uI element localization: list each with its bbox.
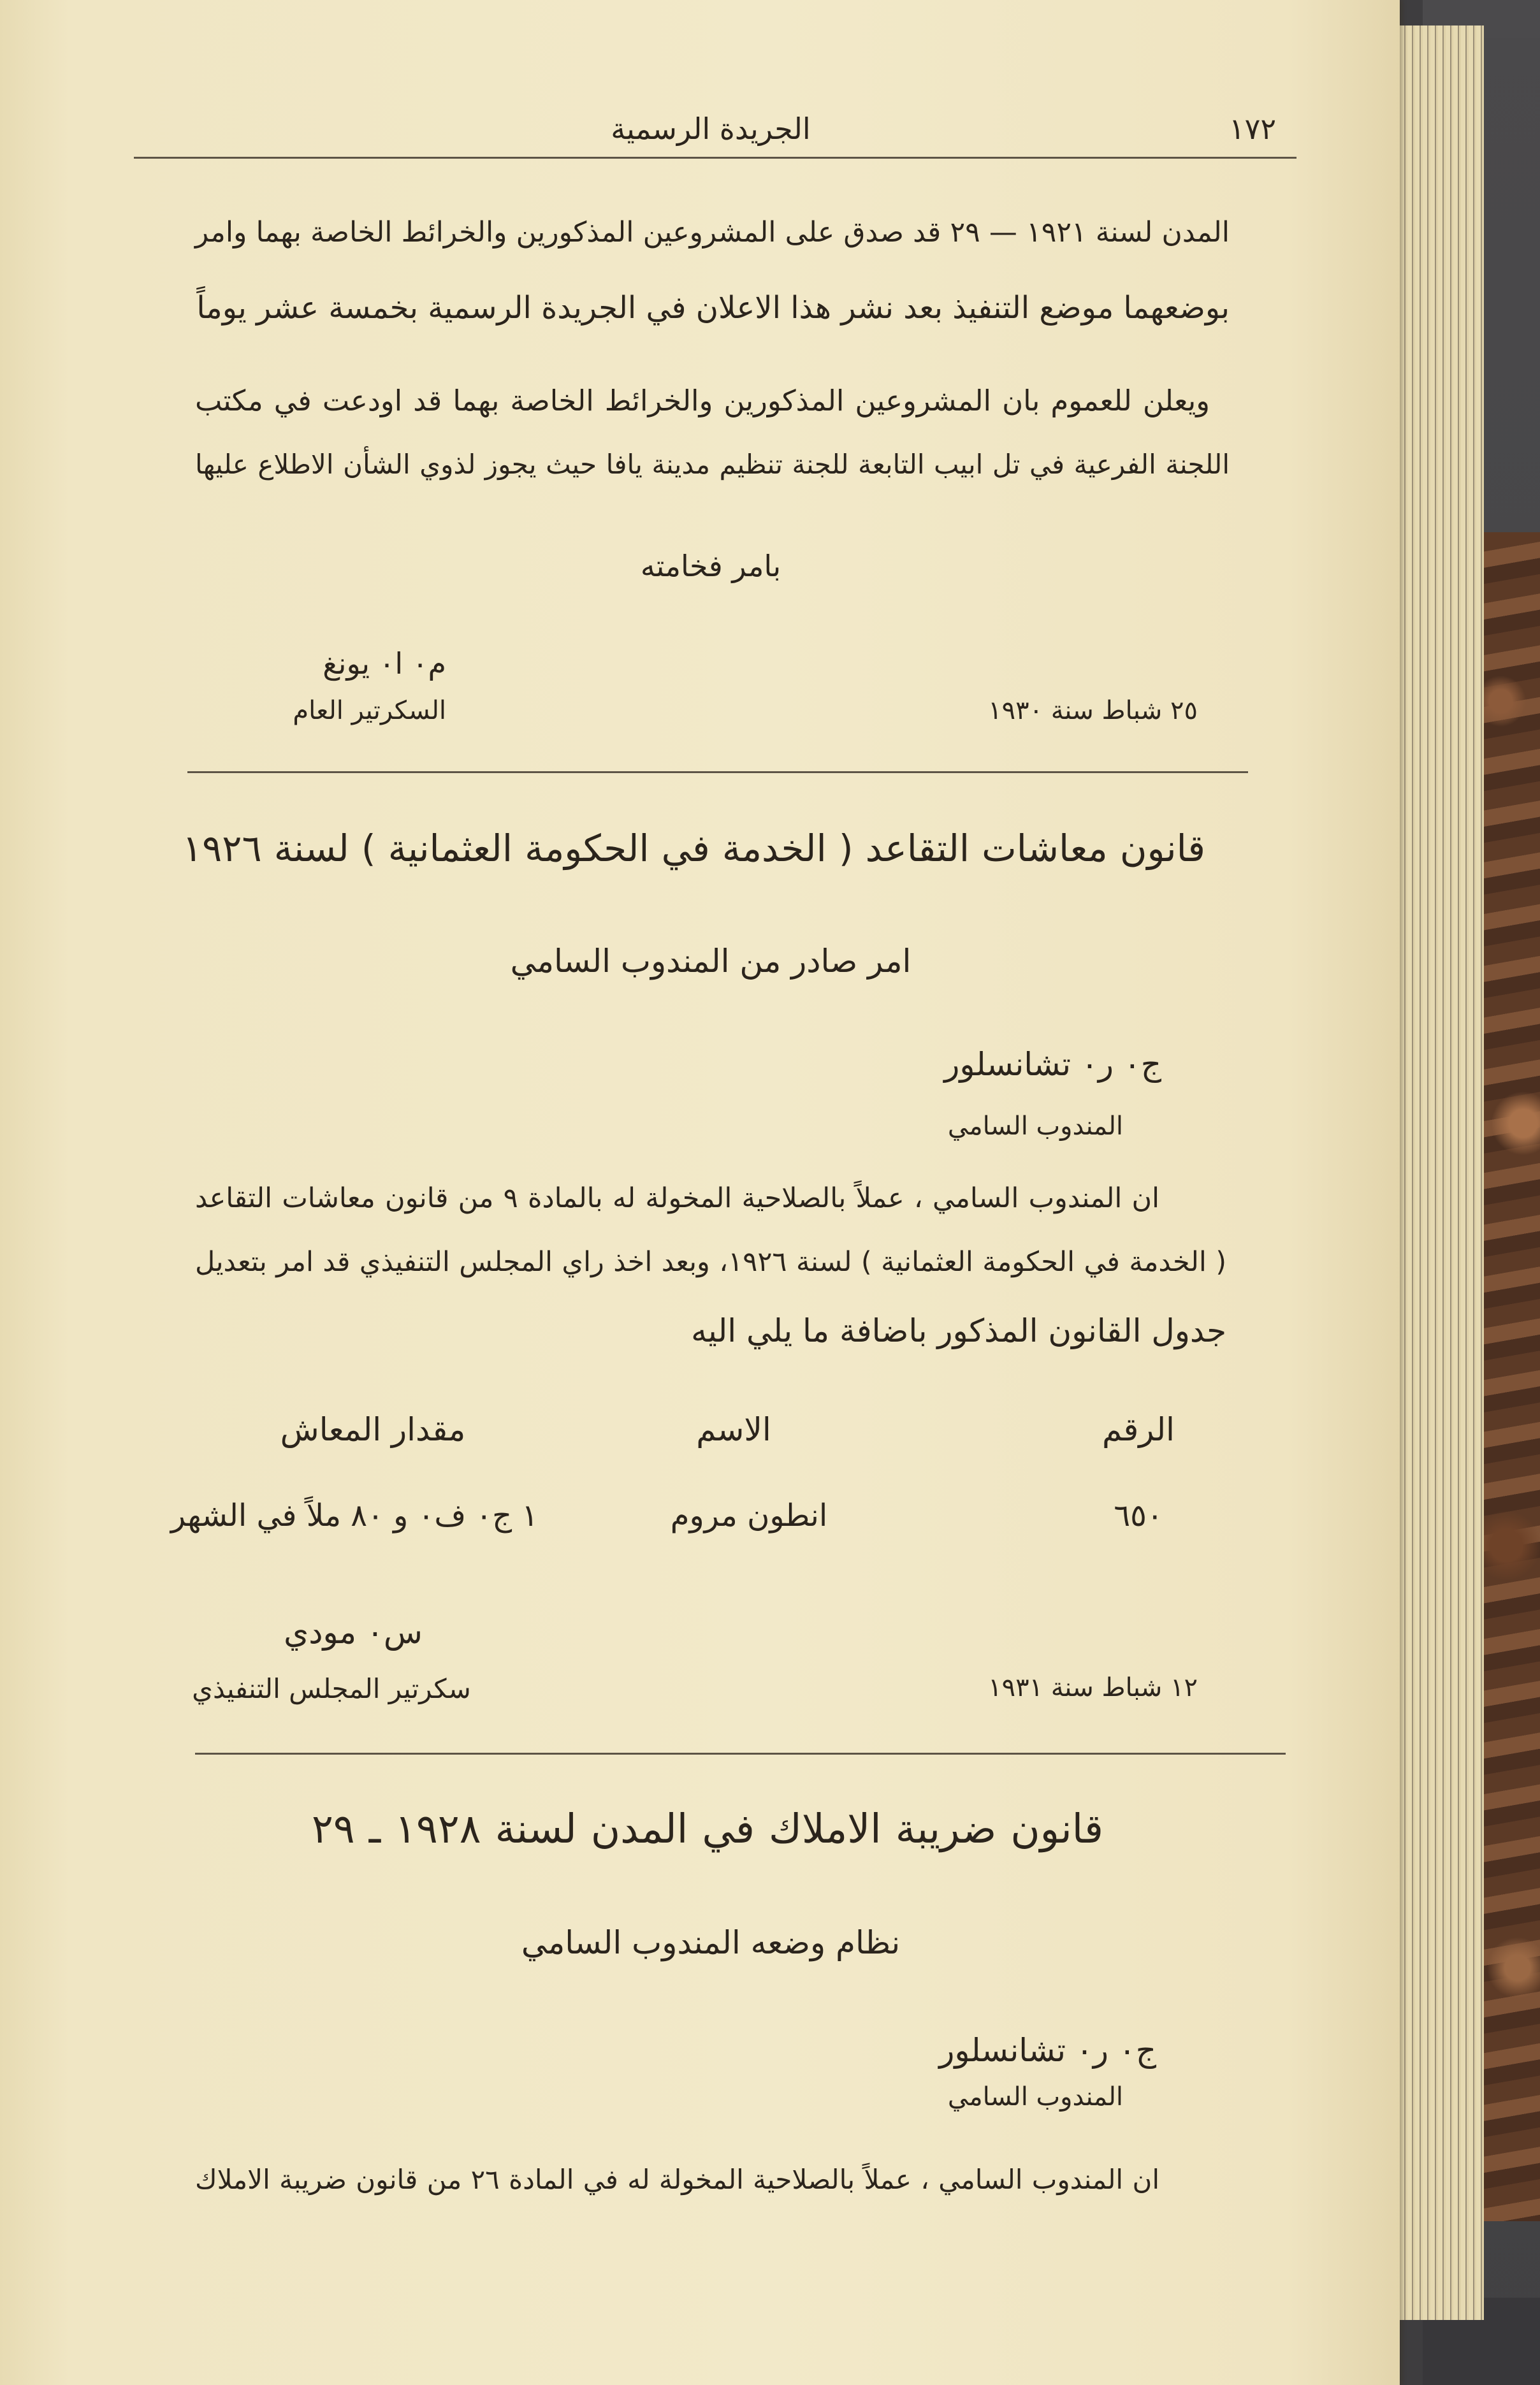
pension-law-issuer-title: المندوب السامي <box>947 1112 1123 1141</box>
notice-paragraph1-line1: المدن لسنة ١٩٢١ — ٢٩ قد صدق على المشروعين المذكورين والخرائط الخاصة بهما وامر <box>195 216 1230 249</box>
property-tax-law-issuer-title: المندوب السامي <box>947 2082 1123 2112</box>
property-tax-law-subtitle: نظام وضعه المندوب السامي <box>521 1924 901 1961</box>
table-header-number: الرقم <box>1102 1411 1175 1448</box>
pension-law-signatory-title: سكرتير المجلس التنفيذي <box>192 1673 471 1704</box>
section-rule-1 <box>187 771 1248 773</box>
property-tax-law-body-line1: ان المندوب السامي ، عملاً بالصلاحية المخولة له في المادة ٢٦ من قانون ضريبة الاملاك <box>195 2164 1159 2195</box>
section-rule-2 <box>195 1753 1286 1755</box>
pension-law-signatory: س٠ مودي <box>284 1614 423 1651</box>
page-number: ١٧٢ <box>1228 112 1277 146</box>
pension-law-subtitle: امر صادر من المندوب السامي <box>510 943 912 980</box>
pension-law-issuer: ج٠ ر٠ تشانسلور <box>944 1046 1161 1083</box>
property-tax-law-title: قانون ضريبة الاملاك في المدن لسنة ١٩٢٨ ـ ٢٩ <box>312 1806 1103 1852</box>
pension-law-body-line2: ( الخدمة في الحكومة العثمانية ) لسنة ١٩٢٦، وبعد اخذ راي المجلس التنفيذي قد امر بتعديل <box>195 1246 1226 1278</box>
notice-signatory-title: السكرتير العام <box>293 696 446 725</box>
pension-law-title: قانون معاشات التقاعد ( الخدمة في الحكومة العثمانية ) لسنة ١٩٢٦ <box>182 827 1205 870</box>
notice-paragraph2-line2: اللجنة الفرعية في تل ابيب التابعة للجنة تنظيم مدينة يافا حيث يجوز لذوي الشأن الاطلاع عليها <box>195 449 1230 480</box>
marbled-cover-edge <box>1484 532 1540 2221</box>
table-cell-pension-amount: ١ ج٠ ف٠ و ٨٠ ملاً في الشهر <box>170 1498 539 1533</box>
notice-paragraph1-line2: بوضعهما موضع التنفيذ بعد نشر هذا الاعلان في الجريدة الرسمية بخمسة عشر يوماً <box>196 290 1230 326</box>
pension-law-body-line3: جدول القانون المذكور باضافة ما يلي اليه <box>691 1312 1226 1349</box>
table-cell-name: انطون مروم <box>670 1498 828 1533</box>
table-header-pension-amount: مقدار المعاش <box>280 1411 466 1448</box>
header-rule <box>134 157 1297 159</box>
notice-date: ٢٥ شباط سنة ١٩٣٠ <box>988 696 1198 725</box>
notice-signatory: م٠ ا٠ يونغ <box>323 646 446 681</box>
pension-law-body-line1: ان المندوب السامي ، عملاً بالصلاحية المخولة له بالمادة ٩ من قانون معاشات التقاعد <box>195 1182 1160 1214</box>
running-header-title: الجريدة الرسمية <box>611 112 811 146</box>
pension-law-date: ١٢ شباط سنة ١٩٣١ <box>988 1673 1198 1702</box>
page-stack-edge <box>1400 25 1484 2320</box>
table-header-name: الاسم <box>696 1411 771 1448</box>
notice-paragraph2-line1: ويعلن للعموم بان المشروعين المذكورين والخرائط الخاصة بهما قد اودعت في مكتب <box>195 384 1210 417</box>
notice-authority: بامر فخامته <box>640 549 781 583</box>
property-tax-law-issuer: ج٠ ر٠ تشانسلور <box>939 2032 1156 2069</box>
table-cell-number: ٦٥٠ <box>1114 1498 1163 1533</box>
